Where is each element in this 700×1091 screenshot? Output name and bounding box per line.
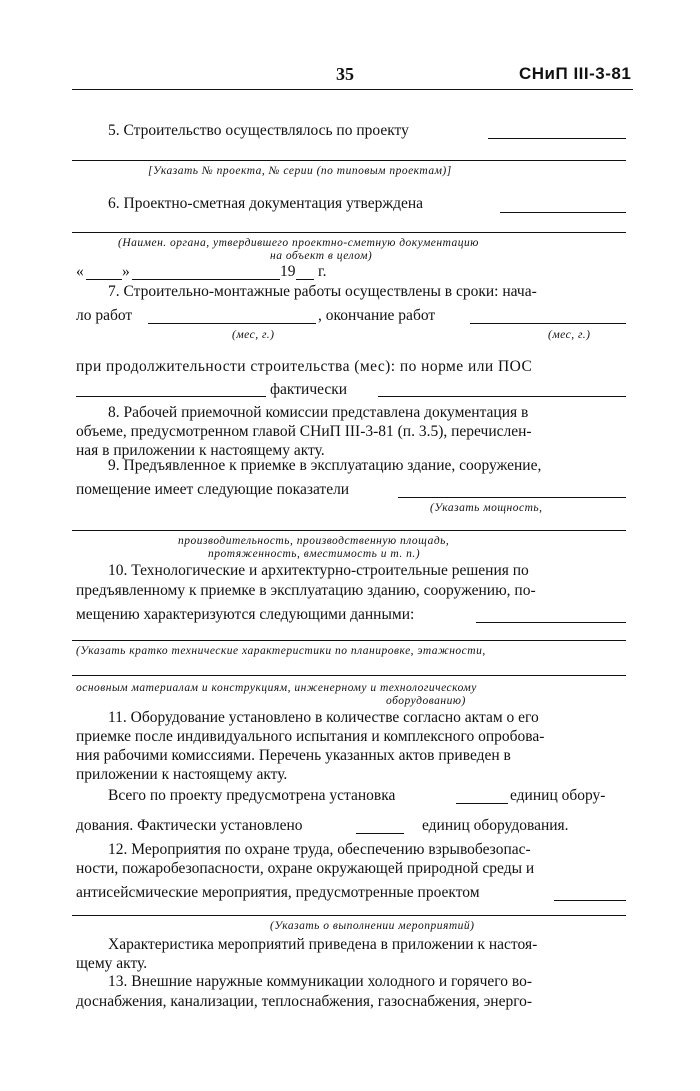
date-year-blank [296, 279, 314, 280]
item-7-norm-blank [76, 396, 266, 397]
date-month-blank [132, 279, 280, 280]
item-10-line-2: предъявленному к приемке в эксплуатацию зданию, сооружению, по- [76, 582, 536, 599]
document-code: СНиП III-3-81 [519, 64, 632, 83]
item-7-start-note: (мес, г.) [232, 329, 275, 341]
item-11-total-label: Всего по проекту предусмотрена установка [108, 787, 396, 804]
item-7-end-label: , окончание работ [318, 307, 436, 324]
item-5-fill-line [72, 160, 626, 161]
item-11-actual-units: единиц оборудования. [422, 817, 569, 834]
item-11-actual-blank [356, 833, 404, 834]
item-6-blank [500, 212, 626, 213]
item-11-line-1: 11. Оборудование установлено в количестве согласно актам о его [108, 709, 539, 726]
item-10-note-3: оборудованию) [386, 695, 466, 707]
item-10-note-2: основным материалам и конструкциям, инженерному и технологическому [76, 682, 477, 694]
item-10-fill-line-1 [72, 640, 626, 641]
date-quote-open: « [76, 263, 84, 280]
item-7-end-blank [470, 323, 626, 324]
item-12-blank [554, 900, 626, 901]
item-9-note-2: производительность, производственную площадь, [178, 535, 450, 547]
item-11-actual-label: дования. Фактически установлено [76, 817, 303, 834]
item-12-line-1: 12. Мероприятия по охране труда, обеспечению взрывобезопас- [108, 841, 531, 858]
date-day-blank [86, 279, 122, 280]
item-10-line-3: мещению характеризуются следующими данными: [76, 606, 415, 623]
item-12-note: (Указать о выполнении мероприятий) [270, 920, 475, 932]
item-9-line-2: помещение имеет следующие показатели [76, 481, 350, 498]
item-7-actual-blank [378, 396, 626, 397]
item-6-note-1: (Наимен. органа, утвердившего проектно-сметную документацию [118, 237, 479, 249]
item-9-blank [398, 497, 626, 498]
item-8-line-2: объеме, предусмотренном главой СНиП III-3-81 (п. 3.5), перечислен- [76, 423, 532, 440]
item-8-line-3: ная в приложении к настоящему акту. [76, 442, 325, 459]
item-9-note-1: (Указать мощность, [430, 502, 543, 514]
item-10-blank [476, 622, 626, 623]
item-12-line-5: щему акту. [76, 955, 148, 972]
item-6-text: 6. Проектно-сметная документация утверждена [108, 195, 424, 212]
item-5-blank [488, 138, 626, 139]
item-5-text: 5. Строительство осуществлялось по проекту [108, 122, 409, 139]
date-quote-close: » [122, 263, 130, 280]
item-10-fill-line-2 [72, 675, 626, 676]
date-year-suffix: г. [318, 263, 327, 280]
item-11-total-units: единиц обору- [510, 787, 606, 804]
item-7-line-1: 7. Строительно-монтажные работы осуществлены в сроки: нача- [108, 283, 537, 300]
item-11-line-3: ния рабочими комиссиями. Перечень указанных актов приведен в [76, 747, 511, 764]
item-12-fill-line [72, 915, 626, 916]
item-10-line-1: 10. Технологические и архитектурно-строительные решения по [108, 562, 529, 579]
item-7-start-label: ло работ [76, 307, 133, 324]
item-9-line-1: 9. Предъявленное к приемке в эксплуатацию здание, сооружение, [108, 457, 542, 474]
item-13-line-1: 13. Внешние наружные коммуникации холодного и горячего во- [108, 973, 533, 990]
header-rule [72, 89, 633, 90]
date-year-prefix: 19 [280, 263, 296, 280]
item-6-note-2: на объект в целом) [270, 250, 373, 262]
item-8-line-1: 8. Рабочей приемочной комиссии представлена документация в [108, 404, 529, 421]
item-7-start-blank [148, 323, 316, 324]
item-12-line-4: Характеристика мероприятий приведена в приложении к настоя- [108, 936, 538, 953]
item-9-note-3: протяженность, вместимость и т. п.) [208, 548, 421, 560]
item-9-fill-line [72, 530, 626, 531]
item-11-line-2: приемке после индивидуального испытания и комплексного опробова- [76, 728, 545, 745]
item-11-line-4: приложении к настоящему акту. [76, 766, 288, 783]
item-11-total-blank [456, 803, 508, 804]
item-10-note-1: (Указать кратко технические характеристики по планировке, этажности, [76, 645, 486, 657]
item-12-line-3: антисейсмические мероприятия, предусмотренные проектом [76, 884, 480, 901]
item-6-fill-line [72, 232, 626, 233]
item-7-line-3: при продолжительности строительства (мес): по норме или ПОС [76, 358, 533, 375]
item-12-line-2: ности, пожаробезопасности, охране окружающей природной среды и [76, 860, 535, 877]
page-number: 35 [336, 64, 354, 84]
item-13-line-2: доснабжения, канализации, теплоснабжения, газоснабжения, энерго- [76, 993, 533, 1010]
item-5-note: [Указать № проекта, № серии (по типовым проектам)] [148, 165, 452, 177]
item-7-end-note: (мес, г.) [548, 329, 591, 341]
item-7-actual-label: фактически [270, 381, 348, 398]
